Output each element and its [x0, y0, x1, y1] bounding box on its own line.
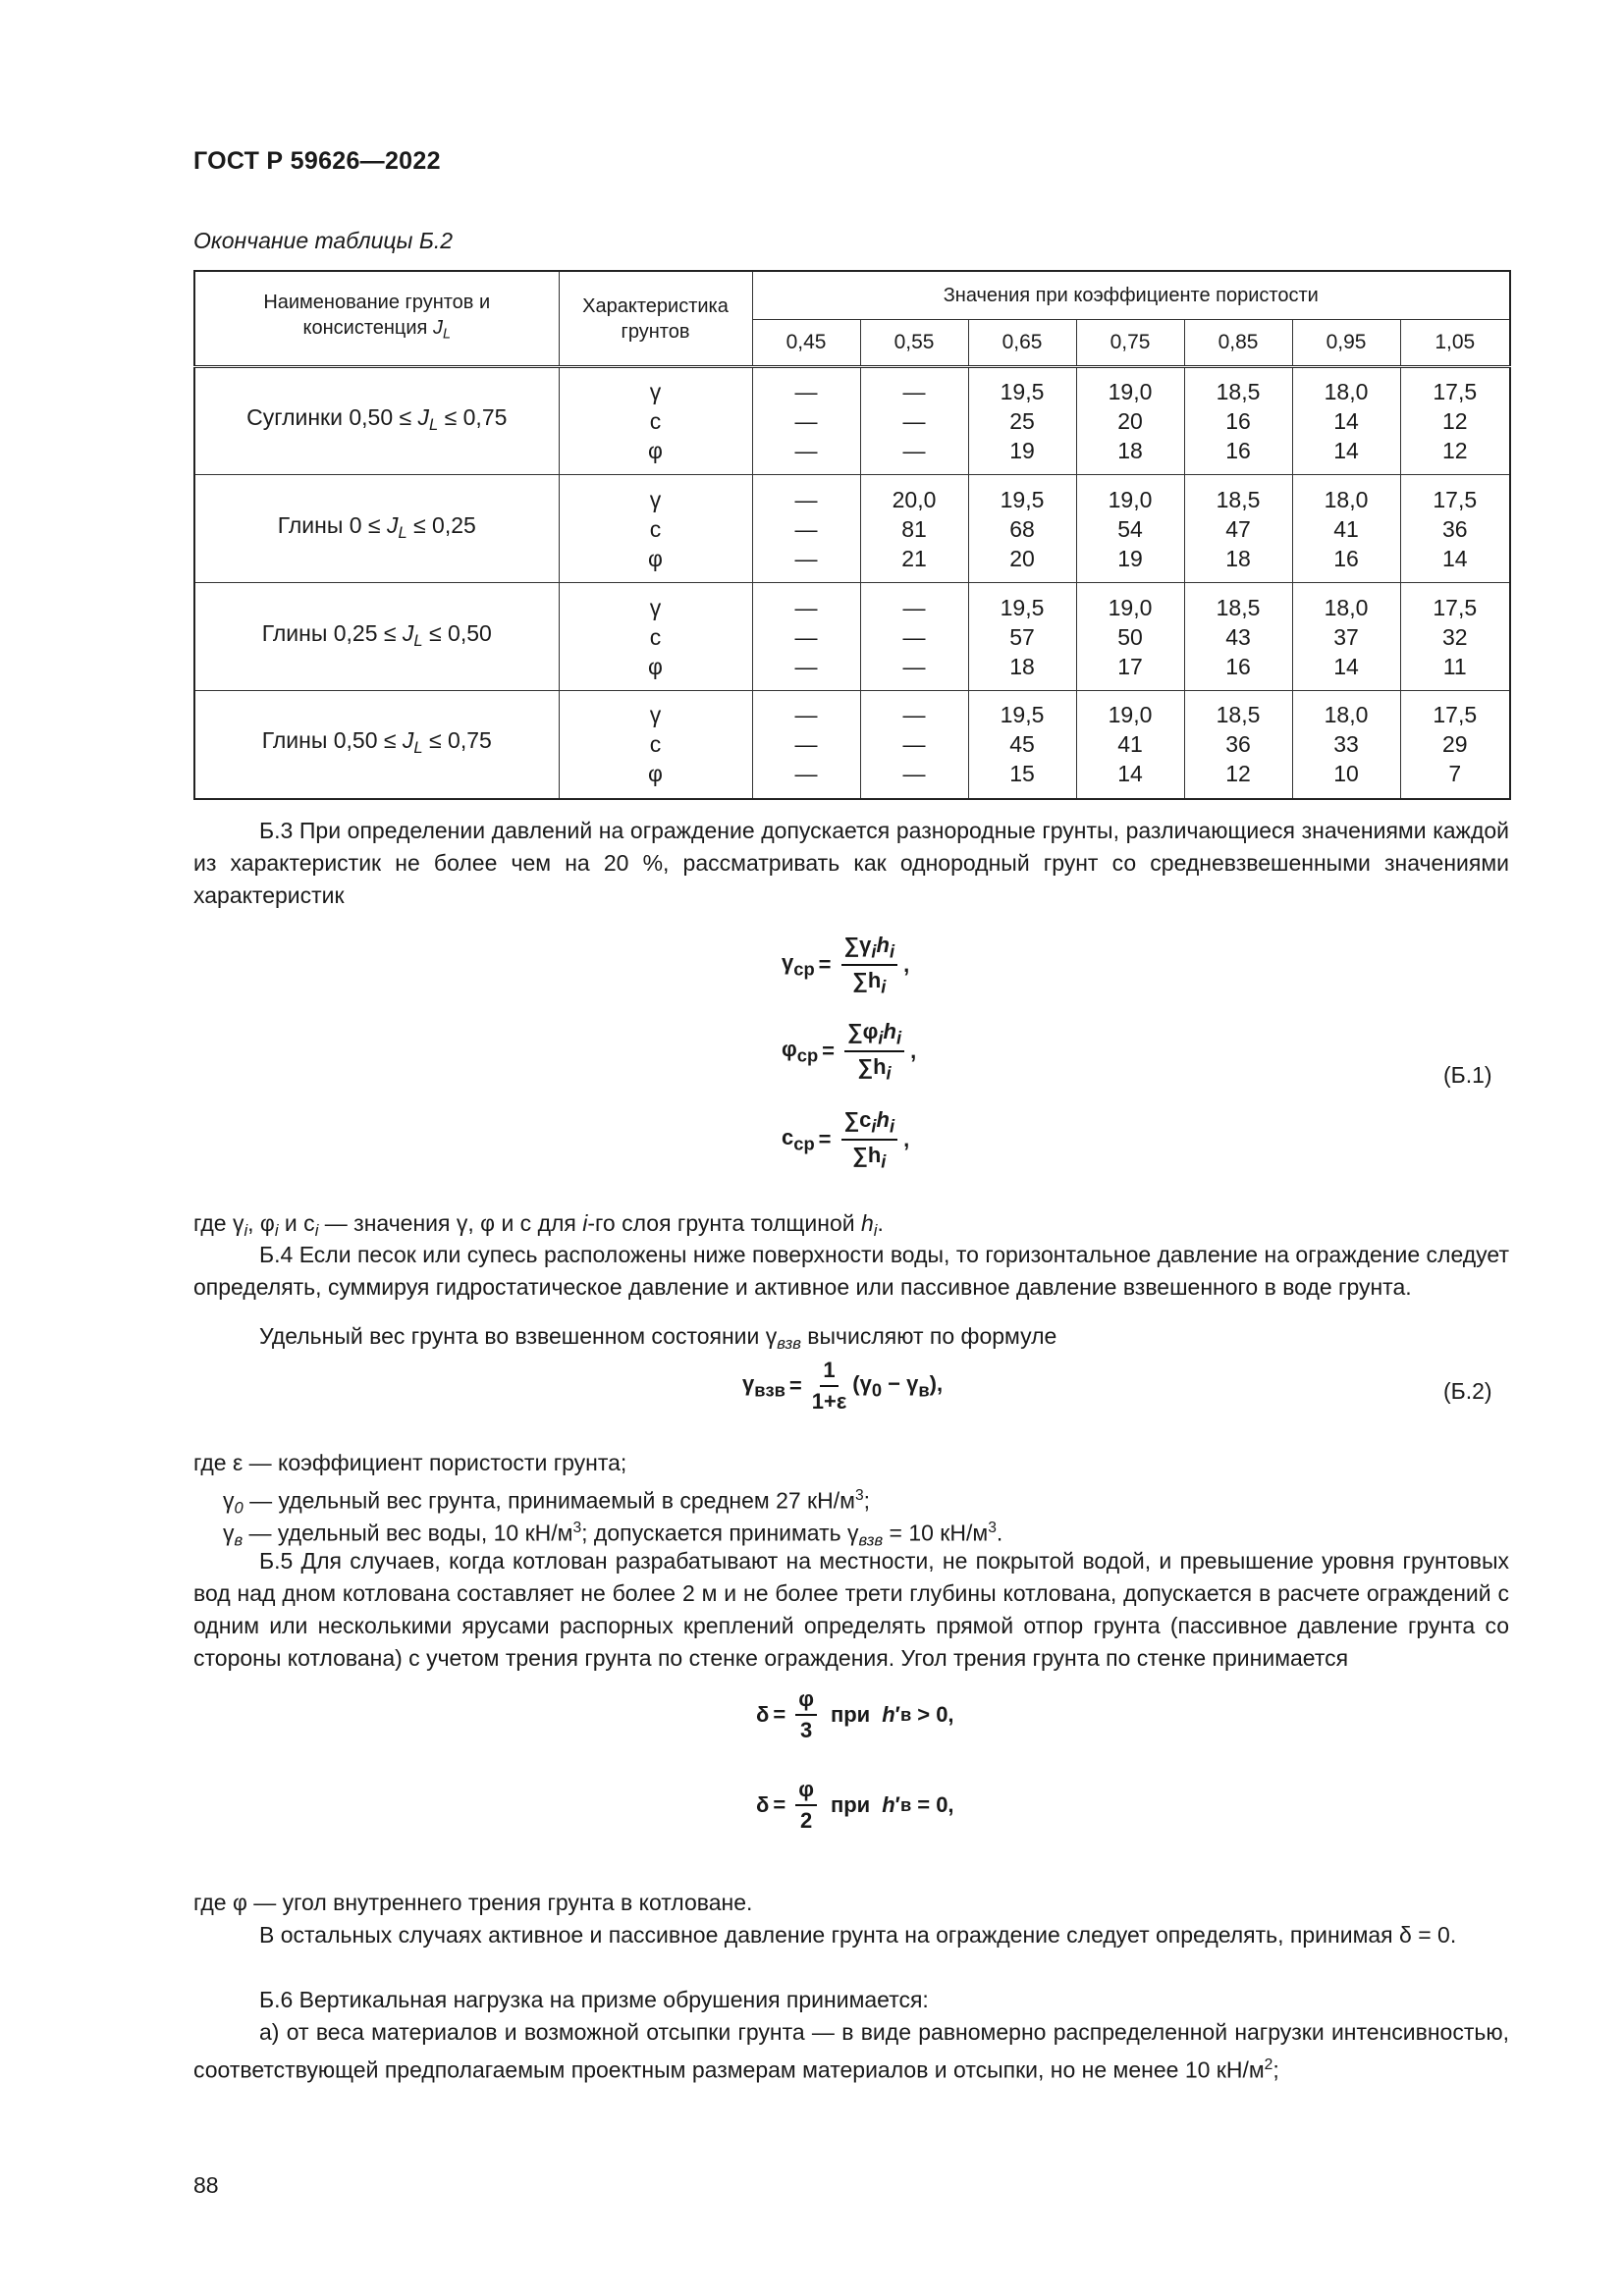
where-phi: где φ — угол внутреннего трения грунта в котловане.	[193, 1890, 753, 1915]
characteristic-symbol: c	[649, 731, 662, 758]
equation-delta-zero: δ = $\frac{\varphi}{2}$ при h ′ в = 0,	[756, 1777, 954, 1833]
value: 25	[1009, 408, 1035, 434]
value-cell	[1400, 475, 1510, 583]
porosity-header: 0,65	[968, 320, 1076, 367]
value: —	[794, 761, 818, 787]
characteristic-symbol: φ	[648, 438, 663, 463]
value: 19,5	[1000, 702, 1045, 728]
value: —	[794, 379, 818, 404]
value: 17,5	[1433, 486, 1478, 512]
value-cell	[968, 691, 1076, 799]
characteristic-symbol: γ	[649, 486, 662, 512]
value-cell	[1292, 475, 1400, 583]
value: —	[902, 438, 926, 463]
characteristic-symbol: c	[649, 515, 662, 542]
value: 54	[1117, 515, 1143, 542]
value: —	[794, 408, 818, 434]
value: 17	[1117, 653, 1143, 679]
value: 18	[1009, 653, 1035, 679]
value: 19	[1009, 438, 1035, 463]
value: 18,0	[1324, 379, 1369, 404]
value-cell	[860, 583, 968, 691]
soil-name-cell: Глины $0,50 \le J_L \le 0,75$	[194, 691, 559, 799]
value-cell	[968, 583, 1076, 691]
value: 18,0	[1324, 486, 1369, 512]
value-cell	[1184, 475, 1292, 583]
value-cell	[1184, 367, 1292, 475]
where-b1: где $\gamma_i$, $\varphi_i$ и $c_i$ — значения γ, φ и с для i-го слоя грунта толщиной $h_i$.	[193, 1210, 884, 1240]
where-gamma-v: $\gamma_в$ — удельный вес воды, 10 $кН/м^3$; допускается принимать $\gamma_{взв} = 10$ $кН/м^3$.	[223, 1520, 1003, 1550]
document-header: ГОСТ Р 59626—2022	[193, 147, 441, 175]
value: 17,5	[1433, 379, 1478, 404]
value-cell	[968, 475, 1076, 583]
value: 41	[1333, 515, 1359, 542]
value-cell	[1400, 691, 1510, 799]
value-cell	[752, 367, 860, 475]
porosity-header: 0,95	[1292, 320, 1400, 367]
porosity-header: 0,45	[752, 320, 860, 367]
value: 7	[1448, 761, 1462, 787]
value-cell	[1400, 583, 1510, 691]
table-row	[194, 475, 1510, 583]
paragraph-b6a: а) от веса материалов и возможной отсыпки грунта — в виде равномерно распределенной нагрузки интенсивностью, соответствующей предполагаемым проектным размерам материалов и отсыпки, но не менее 10 $кН/м^2$;	[193, 2019, 1509, 2083]
value: 19,5	[1000, 379, 1045, 404]
value: 19,0	[1108, 594, 1153, 620]
value-cell	[1076, 475, 1184, 583]
paragraph-b3: Б.3 При определении давлений на ограждение допускается разнородные грунты, различающиеся значениями каждой из характеристик не более чем на 20 %, рассматривать как однородный грунт со средневзвешенными значениями характеристик	[193, 818, 1509, 908]
value: 12	[1225, 761, 1251, 787]
value: 43	[1225, 623, 1251, 650]
characteristic-cell	[559, 691, 752, 799]
value-cell	[1292, 691, 1400, 799]
value: 57	[1009, 623, 1035, 650]
value: 18	[1117, 438, 1143, 463]
value: 16	[1225, 438, 1251, 463]
value: 36	[1225, 731, 1251, 758]
value-cell	[968, 367, 1076, 475]
value: 18,5	[1216, 702, 1261, 728]
value-cell	[1076, 583, 1184, 691]
where-gamma-0: $\gamma_0$ — удельный вес грунта, принимаемый в среднем 27 $кН/м^3$;	[223, 1487, 871, 1518]
value: 17,5	[1433, 594, 1478, 620]
characteristic-cell	[559, 475, 752, 583]
paragraph-other-cases: В остальных случаях активное и пассивное давление грунта на ограждение следует определять, принимая δ = 0.	[259, 1922, 1457, 1948]
value: 18,5	[1216, 379, 1261, 404]
value-cell	[860, 367, 968, 475]
value: —	[794, 702, 818, 728]
value: 12	[1441, 438, 1468, 463]
value: —	[902, 731, 926, 758]
value: —	[902, 594, 926, 620]
where-epsilon: где ε — коэффициент пористости грунта;	[193, 1450, 627, 1475]
porosity-header: 0,55	[860, 320, 968, 367]
value: 32	[1441, 623, 1468, 650]
value: 68	[1009, 515, 1035, 542]
value: 17,5	[1433, 702, 1478, 728]
value: 29	[1441, 731, 1468, 758]
porosity-header: 1,05	[1400, 320, 1510, 367]
value: 18	[1225, 545, 1251, 571]
value: 12	[1441, 408, 1468, 434]
value: 14	[1333, 438, 1359, 463]
porosity-header: 0,75	[1076, 320, 1184, 367]
page-number: 88	[193, 2172, 219, 2198]
value-cell	[1400, 367, 1510, 475]
value: 20	[1117, 408, 1143, 434]
value: —	[902, 623, 926, 650]
value: 18,5	[1216, 594, 1261, 620]
value: 19,0	[1108, 379, 1153, 404]
paragraph-b5: Б.5 Для случаев, когда котлован разрабатывают на местности, не покрытой водой, и превышение уровня грунтовых вод над дном котлована составляет не более 2 м и не более трети глубины котлована, допускается в расчете ограждений с одним или несколькими ярусами распорных креплений определять прямой отпор грунта (пассивное давление грунта со стороны котлована) с учетом трения грунта по стенке ограждения. Угол трения грунта по стенке принимается	[193, 1548, 1509, 1671]
porosity-header: 0,85	[1184, 320, 1292, 367]
value: 11	[1442, 653, 1467, 679]
value: 37	[1333, 623, 1359, 650]
value: —	[794, 545, 818, 571]
value: 10	[1333, 761, 1359, 787]
equation-number-b2: (Б.2)	[1443, 1378, 1492, 1404]
value: 18,0	[1324, 594, 1369, 620]
characteristic-symbol: φ	[648, 545, 663, 571]
value: 14	[1117, 761, 1143, 787]
paragraph-b4: Б.4 Если песок или супесь расположены ниже поверхности воды, то горизонтальное давление на ограждение следует определять, суммируя гидростатическое давление и активное или пассивное давление взвешенного в воде грунта.	[193, 1242, 1509, 1300]
table-caption: Окончание таблицы Б.2	[193, 228, 454, 253]
value-cell	[1076, 691, 1184, 799]
characteristic-symbol: φ	[648, 653, 663, 679]
characteristic-symbol: c	[649, 623, 662, 650]
table-row	[194, 367, 1510, 475]
value: —	[902, 653, 926, 679]
value-cell	[1292, 583, 1400, 691]
value: 19,5	[1000, 594, 1045, 620]
value: —	[902, 408, 926, 434]
value: 16	[1225, 408, 1251, 434]
value-cell	[752, 583, 860, 691]
characteristic-symbol: c	[649, 408, 662, 434]
value: 41	[1117, 731, 1143, 758]
equation-number-b1: (Б.1)	[1443, 1062, 1492, 1088]
col-header-characteristic: Характеристика грунтов	[559, 271, 752, 367]
value: 33	[1333, 731, 1359, 758]
characteristic-symbol: γ	[649, 594, 662, 620]
value: 19,0	[1108, 702, 1153, 728]
soil-name-cell: Глины $0 \le J_L \le 0,25$	[194, 475, 559, 583]
value-cell	[752, 691, 860, 799]
value: 14	[1441, 545, 1468, 571]
value: —	[794, 486, 818, 512]
value: 45	[1009, 731, 1035, 758]
col-header-porosity-values: Значения при коэффициенте пористости	[752, 271, 1510, 320]
value-cell	[752, 475, 860, 583]
equation-delta-positive: δ = $\frac{\varphi}{3}$ при h ′ в > 0,	[756, 1686, 954, 1742]
value: 19,0	[1108, 486, 1153, 512]
value: —	[794, 594, 818, 620]
characteristic-cell	[559, 367, 752, 475]
value: 50	[1117, 623, 1143, 650]
value: 20	[1009, 545, 1035, 571]
equation-c-cp: $c_{ср}$ = $\frac{\sum c_ih_i}{\sum h_i}$ ,	[782, 1107, 910, 1172]
soil-name-cell: Глины $0,25 \le J_L \le 0,50$	[194, 583, 559, 691]
value: —	[794, 731, 818, 758]
value: —	[794, 515, 818, 542]
value: 47	[1225, 515, 1251, 542]
value: 21	[901, 545, 927, 571]
value: —	[794, 623, 818, 650]
value: —	[902, 379, 926, 404]
value: 16	[1333, 545, 1359, 571]
value: —	[794, 438, 818, 463]
value: 81	[901, 515, 927, 542]
value: —	[902, 761, 926, 787]
value: 19,5	[1000, 486, 1045, 512]
value: 20,0	[892, 486, 937, 512]
value: 36	[1441, 515, 1468, 542]
value: —	[794, 653, 818, 679]
characteristic-symbol: γ	[649, 379, 662, 404]
value-cell	[1076, 367, 1184, 475]
value-cell	[1184, 691, 1292, 799]
formula-intro-b2: Удельный вес грунта во взвешенном состоянии $\gamma_{взв}$ вычисляют по формуле	[259, 1323, 1057, 1353]
equation-phi-cp: $\varphi_{ср}$ = $\frac{\sum\varphi_ih_i}{\sum h_i}$ ,	[782, 1019, 917, 1084]
value: 18,5	[1216, 486, 1261, 512]
equation-gamma-cp: $\gamma_{ср}$ = $\frac{\sum\gamma_ih_i}{\sum h_i}$ ,	[782, 933, 910, 997]
value-cell	[860, 691, 968, 799]
value: 14	[1333, 653, 1359, 679]
value: 18,0	[1324, 702, 1369, 728]
characteristic-cell	[559, 583, 752, 691]
soil-name-cell: Суглинки $0,50 \le J_L \le 0,75$	[194, 367, 559, 475]
value: 14	[1333, 408, 1359, 434]
soil-properties-table	[193, 270, 1511, 800]
characteristic-symbol: γ	[649, 702, 662, 728]
value: 19	[1117, 545, 1143, 571]
value-cell	[1292, 367, 1400, 475]
value-cell	[860, 475, 968, 583]
value-cell	[1184, 583, 1292, 691]
paragraph-b6: Б.6 Вертикальная нагрузка на призме обрушения принимается:	[259, 1987, 929, 2012]
equation-gamma-vzv: $\gamma_{взв}$ = $\frac{1}{1+\varepsilon}$ $(\gamma_0 - \gamma_в)$,	[742, 1358, 944, 1414]
characteristic-symbol: φ	[648, 761, 663, 787]
value: —	[902, 702, 926, 728]
table-row	[194, 691, 1510, 799]
col-header-soil-name: Наименование грунтов и консистенция $J_L$	[194, 271, 559, 367]
value: 16	[1225, 653, 1251, 679]
value: 15	[1009, 761, 1035, 787]
table-row	[194, 583, 1510, 691]
